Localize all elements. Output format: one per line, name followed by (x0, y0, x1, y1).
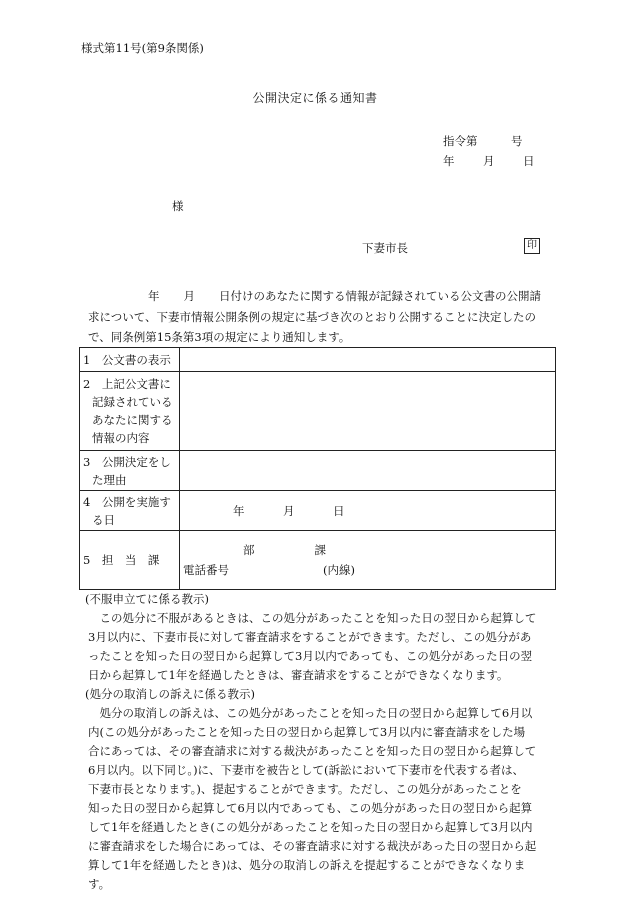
row-label-document: 1 公文書の表示 (80, 348, 180, 372)
addressee-honorific: 様 (172, 199, 184, 213)
table-row (80, 372, 556, 451)
reference-number (443, 133, 523, 149)
phone-line: 電話番号 (内線) (183, 563, 355, 577)
disclosure-details-table (79, 347, 556, 590)
issuer-name: 下妻市長 (362, 241, 408, 255)
document-title: 公開決定に係る通知書 (252, 91, 378, 105)
form-number: 様式第11号(第9条関係) (81, 41, 204, 55)
objection-heading: (不服申立てに係る教示) (85, 592, 209, 606)
revocation-line: に審査請求をした場合にあっては、その審査請求に対する裁決があった日の翌日から起 (88, 839, 537, 853)
row-label-reason: 3 公開決定をし た理由 (80, 451, 180, 491)
disclosure-date-month: 月 (283, 503, 295, 518)
row-label-date: 4 公開を実施す る日 (80, 491, 180, 531)
notice-body-line-2: 求について、下妻市情報公開条例の規定に基づき次のとおり公開することに決定したの (88, 309, 537, 324)
notice-body (88, 286, 556, 348)
revocation-line: して1年を経過したとき(この処分があったことを知った日の翌日から起算して3月以内 (88, 820, 533, 834)
issue-date-month: 月 (483, 154, 495, 168)
revocation-line: 算して1年を経過したとき)は、処分の取消しの訴えを提起することができなくなりま (88, 858, 526, 872)
disclosure-date-field[interactable] (180, 491, 556, 531)
information-content-field[interactable] (180, 372, 556, 451)
objection-line: ったことを知った日の翌日から起算して3月以内であっても、この処分があった日の翌 (88, 649, 533, 663)
issue-date-year: 年 (443, 154, 455, 168)
reference-number-prefix: 指令第 (443, 134, 478, 148)
reference-number-suffix: 号 (511, 134, 523, 148)
body-year: 年 (148, 289, 160, 303)
document-display-field[interactable] (180, 348, 556, 372)
row-label-department: 5 担 当 課 (80, 531, 180, 590)
decision-reason-field[interactable] (180, 451, 556, 491)
objection-line: 日から起算して1年を経過したときは、審査請求をすることができなくなります。 (88, 668, 509, 682)
row-label-information: 2 上記公文書に 記録されている あなたに関する 情報の内容 (80, 372, 180, 451)
notice-body-line-3: で、同条例第15条第3項の規定により通知します。 (88, 330, 351, 344)
revocation-line: 内(この処分があったことを知った日の翌日から起算して3月以内に審査請求をした場 (88, 725, 526, 739)
disclosure-date-day: 日 (333, 503, 345, 518)
revocation-line: 知った日の翌日から起算して6月以内であっても、この処分があった日の翌日から起算 (88, 801, 533, 815)
revocation-line: す。 (88, 877, 111, 891)
revocation-line: 6月以内。以下同じ。)に、下妻市を被告として(訴訟において下妻市を代表する者は、 (88, 763, 525, 777)
appeal-instructions (85, 590, 558, 894)
revocation-line: 合にあっては、その審査請求に対する裁決があったことを知った日の翌日から起算して (88, 744, 537, 758)
table-row (80, 348, 556, 372)
objection-line: この処分に不服があるときは、この処分があったことを知った日の翌日から起算して (88, 611, 537, 625)
table-row (80, 491, 556, 531)
department-field[interactable] (180, 531, 556, 590)
objection-line: 3月以内に、下妻市長に対して審査請求をすることができます。ただし、この処分があ (88, 630, 532, 644)
issue-date-day: 日 (523, 154, 535, 168)
table-row (80, 451, 556, 491)
table-row (80, 531, 556, 590)
notice-body-line-1: 年 月 日付けのあなたに関する情報が記録されている公文書の公開請 (148, 289, 541, 303)
revocation-line: 下妻市長となります。)、提起することができます。ただし、この処分があったことを (88, 782, 522, 796)
disclosure-date-year: 年 (233, 503, 245, 518)
issue-date (443, 153, 535, 169)
revocation-heading: (処分の取消しの訴えに係る教示) (85, 687, 255, 701)
revocation-line: 処分の取消しの訴えは、この処分があったことを知った日の翌日から起算して6月以 (88, 706, 533, 720)
seal-mark: 印 (524, 238, 540, 254)
body-month: 月 (183, 289, 195, 303)
department-line: 部 課 (243, 543, 326, 557)
